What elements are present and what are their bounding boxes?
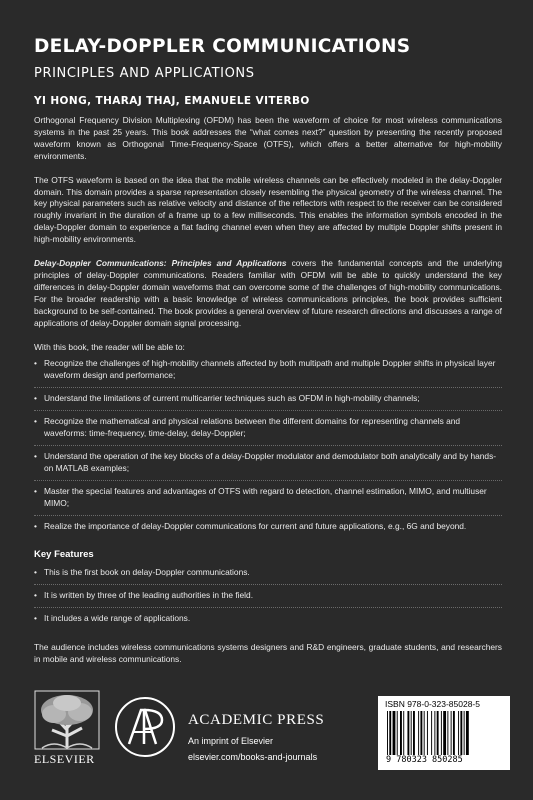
barcode-bar <box>407 711 409 755</box>
barcode-bar <box>389 711 391 755</box>
barcode-bar <box>447 711 448 755</box>
outcomes-list <box>34 358 502 537</box>
barcode-digits: 9 780323 850285 <box>386 755 463 765</box>
barcode-bar <box>451 711 452 755</box>
barcode-bar <box>434 711 435 755</box>
barcode-bar <box>413 711 415 755</box>
academic-press-name: ACADEMIC PRESS <box>188 712 325 728</box>
book-authors: YI HONG, THARAJ THAJ, EMANUELE VITERBO <box>34 95 310 107</box>
paragraph-ofdm: Orthogonal Frequency Division Multiplexing (OFDM) has been the waveform of choice for most wireless communications systems in the past 25 years. This book addresses the “what comes next?” question by presenting the recently proposed waveform known as Orthogonal Time-Frequency-Space (OTFS), which offers a better alternative for high-mobility environments. <box>34 115 502 161</box>
barcode-bar <box>387 711 388 755</box>
key-features-heading: Key Features <box>34 549 94 561</box>
outcome-item: • Realize the importance of delay-Doppler communications for current and future applications, e.g., 6G and beyond. <box>34 521 502 538</box>
isbn-label: ISBN 978-0-323-85028-5 <box>385 699 480 709</box>
book-subtitle: PRINCIPLES AND APPLICATIONS <box>34 66 255 81</box>
barcode-bar <box>466 711 469 755</box>
barcode <box>386 711 502 755</box>
barcode-bar <box>411 711 412 755</box>
key-feature-item: • It includes a wide range of applications. <box>34 613 502 630</box>
paragraph-otfs: The OTFS waveform is based on the idea that the mobile wireless channels can be effectively modeled in the delay-Doppler domain. This domain provides a sparse representation closely resembling the physical geometry of the wireless channel. The key physical parameters such as relative velocity and distance of the reflectors with respect to the receiver can be considered roughly invariant in the duration of a frame up to a few milliseconds. This enables the information symbols encoded in the delay-Doppler domain to experience a flat fading channel even when they are affected by multiple Doppler shifts present in high-mobility environments. <box>34 174 502 245</box>
barcode-bar <box>397 711 398 755</box>
outcome-item: • Understand the limitations of current multicarrier techniques such as OFDM in high-mobility channels; <box>34 393 502 411</box>
barcode-bar <box>443 711 446 755</box>
outcomes-lead: With this book, the reader will be able to: <box>34 341 185 352</box>
barcode-bar <box>393 711 396 755</box>
barcode-bar <box>403 711 404 755</box>
barcode-bar <box>453 711 455 755</box>
academic-press-logo <box>114 696 176 758</box>
barcode-bar <box>418 711 419 755</box>
barcode-bar <box>437 711 439 755</box>
paragraph-overview <box>34 258 502 329</box>
imprint-text: An imprint of Elsevier <box>188 736 274 746</box>
blurb-body <box>34 115 502 678</box>
book-title: DELAY-DOPPLER COMMUNICATIONS <box>34 36 411 57</box>
key-feature-item: • It is written by three of the leading authorities in the field. <box>34 590 502 608</box>
barcode-bar <box>464 711 465 755</box>
barcode-bar <box>420 711 422 755</box>
barcode-bar <box>400 711 402 755</box>
key-feature-item: • This is the first book on delay-Doppler communications. <box>34 567 502 585</box>
outcome-item: • Recognize the challenges of high-mobility channels affected by both multipath and multiple Doppler shifts in physical layer waveform design and performance; <box>34 358 502 388</box>
barcode-bar <box>441 711 442 755</box>
elsevier-wordmark: ELSEVIER <box>34 752 95 766</box>
outcome-item: • Recognize the mathematical and physical relations between the different domains for representing channels and waveforms: time-frequency, time-delay, delay-Doppler; <box>34 416 502 446</box>
key-features-list <box>34 567 502 630</box>
paragraph-overview-text: covers the fundamental concepts and the underlying principles of delay-Doppler communications. Readers familiar with OFDM will be able to quickly understand the key differences in delay-Doppler domain waveforms that can overcome some of the challenges of high-mobility communications. For the broader readership with a basic knowledge of wireless communications principles, the book provides sufficient background to be self-contained. The book provides a general overview of future research directions and discusses a range of applications of delay-Doppler domain signal processing. <box>34 258 502 328</box>
book-title-inline: Delay-Doppler Communications: Principles and Applications <box>34 258 287 269</box>
barcode-bar <box>424 711 425 755</box>
barcode-bar <box>427 711 428 755</box>
barcode-bar <box>431 711 432 755</box>
barcode-bar <box>458 711 459 755</box>
outcome-item: • Master the special features and advantages of OTFS with regard to detection, channel estimation, MIMO, and multiuser MIMO; <box>34 486 502 516</box>
barcode-bar <box>460 711 462 755</box>
outcome-item: • Understand the operation of the key blocks of a delay-Doppler modulator and demodulator both analytically and by hands-on MATLAB examples; <box>34 451 502 481</box>
publisher-url: elsevier.com/books-and-journals <box>188 752 318 762</box>
audience-paragraph: The audience includes wireless communications systems designers and R&D engineers, graduate students, and researchers in mobile and wireless communications. <box>34 642 502 664</box>
